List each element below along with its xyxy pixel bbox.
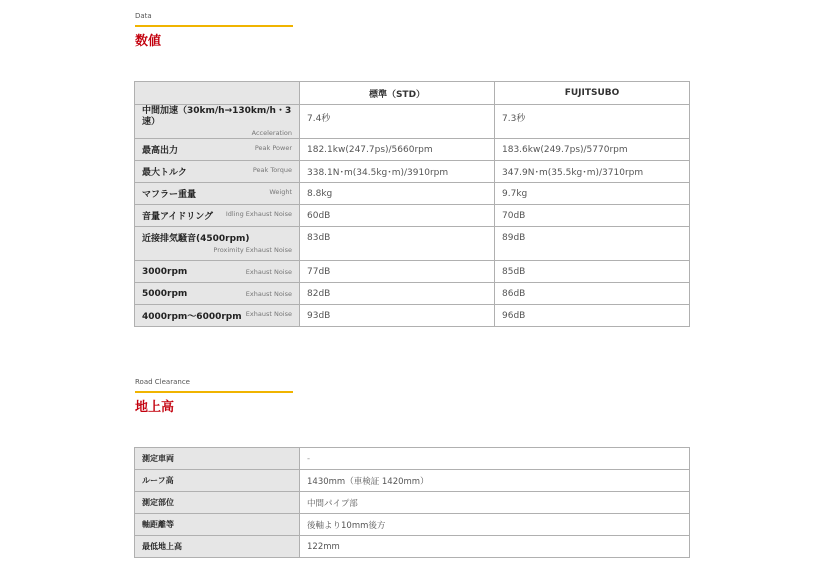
- row-label-sub: Exhaust Noise: [245, 310, 292, 318]
- row-label: 測定車両: [135, 448, 300, 470]
- row-label-sub: Proximity Exhaust Noise: [213, 245, 292, 254]
- table-row: [135, 283, 690, 305]
- row-label: 最低地上高: [135, 536, 300, 558]
- cell-value: 後軸より10mm後方: [300, 514, 690, 536]
- row-label: ルーフ高: [135, 470, 300, 492]
- cell-fujitsubo: 183.6kw(249.7ps)/5770rpm: [495, 139, 690, 161]
- cell-std: 60dB: [300, 205, 495, 227]
- spec-table: [134, 81, 690, 327]
- row-label-text: 4000rpm〜6000rpm: [142, 312, 242, 322]
- table-row: [135, 205, 690, 227]
- row-label-text: 最高出力: [142, 146, 179, 156]
- row-label-text: 音量アイドリング: [142, 212, 214, 222]
- col-header-fujitsubo: FUJITSUBO: [495, 82, 690, 105]
- section-clearance-header: [135, 378, 293, 416]
- row-label-text: 最大トルク: [142, 168, 187, 178]
- row-label: [135, 261, 300, 283]
- cell-std: 182.1kw(247.7ps)/5660rpm: [300, 139, 495, 161]
- section-data-title: 数値: [135, 34, 162, 49]
- row-label-sub: Weight: [269, 188, 292, 196]
- clearance-table: [134, 447, 690, 558]
- cell-std: 338.1N･m(34.5kg･m)/3910rpm: [300, 161, 495, 183]
- table-row: [135, 514, 690, 536]
- row-label: [135, 227, 300, 261]
- row-label-text: 5000rpm: [142, 288, 188, 299]
- row-label: 軸距離等: [135, 514, 300, 536]
- cell-std: 93dB: [300, 305, 495, 327]
- cell-value: 122mm: [300, 536, 690, 558]
- section-data-label: Data: [135, 12, 152, 20]
- table-row: [135, 536, 690, 558]
- row-label: [135, 205, 300, 227]
- table-row: [135, 492, 690, 514]
- table-row: [135, 305, 690, 327]
- section-clearance-label: Road Clearance: [135, 378, 190, 386]
- cell-fujitsubo: 89dB: [495, 227, 690, 261]
- table-row: [135, 139, 690, 161]
- row-label-sub: Acceleration: [251, 129, 292, 137]
- table-row: [135, 183, 690, 205]
- cell-std: 7.4秒: [300, 105, 495, 139]
- section-data-header: [135, 12, 293, 50]
- cell-std: 77dB: [300, 261, 495, 283]
- section-clearance-title: 地上高: [135, 400, 175, 415]
- row-label-sub: Peak Torque: [252, 166, 292, 174]
- row-label-text: 中間加速（30km/h→130km/h・3速）: [142, 106, 292, 127]
- spec-table-corner: [135, 82, 300, 105]
- cell-fujitsubo: 9.7kg: [495, 183, 690, 205]
- row-label-text: 3000rpm: [142, 266, 188, 277]
- cell-fujitsubo: 347.9N･m(35.5kg･m)/3710rpm: [495, 161, 690, 183]
- row-label-sub: Peak Power: [254, 144, 292, 152]
- table-row: [135, 227, 690, 261]
- cell-value: 中間パイプ部: [300, 492, 690, 514]
- cell-value: -: [300, 448, 690, 470]
- section-data-rule: [135, 25, 293, 27]
- cell-std: 82dB: [300, 283, 495, 305]
- row-label: [135, 305, 300, 327]
- table-row: [135, 105, 690, 139]
- table-row: [135, 470, 690, 492]
- cell-fujitsubo: 85dB: [495, 261, 690, 283]
- spec-table-header-row: [135, 82, 690, 105]
- cell-fujitsubo: 70dB: [495, 205, 690, 227]
- row-label-sub: Idling Exhaust Noise: [225, 210, 292, 218]
- row-label-text: 近接排気騒音(4500rpm): [142, 233, 250, 244]
- row-label-sub: Exhaust Noise: [245, 289, 292, 298]
- cell-std: 83dB: [300, 227, 495, 261]
- row-label: 測定部位: [135, 492, 300, 514]
- row-label: [135, 139, 300, 161]
- section-clearance-rule: [135, 391, 293, 393]
- table-row: [135, 161, 690, 183]
- row-label-text: マフラー重量: [142, 190, 197, 200]
- row-label-sub: Exhaust Noise: [245, 267, 292, 276]
- cell-fujitsubo: 86dB: [495, 283, 690, 305]
- cell-fujitsubo: 7.3秒: [495, 105, 690, 139]
- row-label: [135, 105, 300, 139]
- row-label: [135, 283, 300, 305]
- row-label: [135, 161, 300, 183]
- table-row: [135, 448, 690, 470]
- col-header-std: 標準（STD）: [300, 82, 495, 105]
- cell-fujitsubo: 96dB: [495, 305, 690, 327]
- table-row: [135, 261, 690, 283]
- row-label: [135, 183, 300, 205]
- cell-value: 1430mm（車検証 1420mm）: [300, 470, 690, 492]
- cell-std: 8.8kg: [300, 183, 495, 205]
